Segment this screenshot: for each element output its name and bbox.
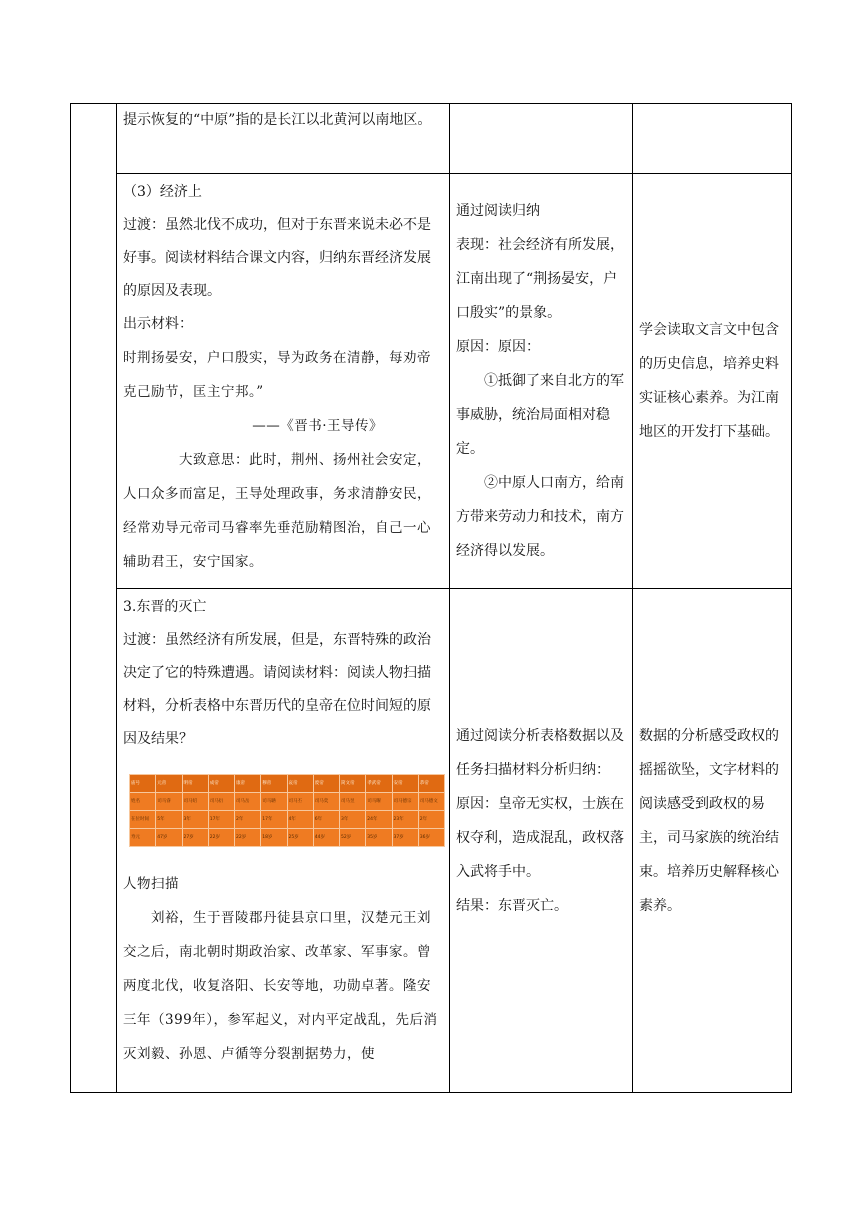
emperor-table-cell: 4年 <box>287 811 313 829</box>
teacher-activity-cell <box>117 589 450 1093</box>
student-method: 通过阅读归纳 <box>456 203 540 219</box>
emperor-table-cell: 司马绍 <box>182 793 208 811</box>
emperor-table-cell: 穆帝 <box>261 775 287 793</box>
scan-text: 刘裕，生于晋陵郡丹徒县京口里，汉楚元王刘交之后，南北朝时期政治家、改革家、军事家。曾两度北伐，收复洛阳、长安等地，功勋卓著。隆安三年（399年），参军起义，对内平定战乱，先后消灭刘毅、孙恩、卢循等分裂割据势力，使 <box>123 910 438 1062</box>
teacher-activity-cell <box>117 104 450 174</box>
design-intent-cell <box>633 589 792 1093</box>
emperor-table-cell: 姓名 <box>130 793 156 811</box>
emperor-table-cell: 17年 <box>261 811 287 829</box>
emperor-table-cell: 司马丕 <box>287 793 313 811</box>
emperor-table-cell: 废帝 <box>313 775 339 793</box>
student-activity-cell <box>450 104 633 174</box>
emperor-table-cell: 17年 <box>208 811 234 829</box>
emperor-table-cell: 司马昱 <box>340 793 366 811</box>
student-activity-cell <box>450 589 633 1093</box>
emperor-table-cell: 寿元 <box>130 829 156 847</box>
emperor-table-cell: 庙号 <box>130 775 156 793</box>
emperor-table-cell: 23年 <box>392 811 418 829</box>
emperor-table-cell: 3年 <box>340 811 366 829</box>
student-method: 通过阅读分析表格数据以及任务扫描材料分析归纳： <box>456 727 624 778</box>
central-plains-note: 提示恢复的“中原”指的是长江以北黄河以南地区。 <box>123 112 432 128</box>
student-reason-label: 原因：原因： <box>456 339 540 355</box>
emperor-table-cell: 5年 <box>156 811 182 829</box>
material-source: ——《晋书·王导传》 <box>252 418 383 434</box>
emperor-table-cell: 27岁 <box>182 829 208 847</box>
emperor-table-cell: 37岁 <box>392 829 418 847</box>
emperor-table-cell: 2年 <box>418 811 444 829</box>
emperor-table-cell: 2年 <box>235 811 261 829</box>
emperor-table-cell: 元帝 <box>156 775 182 793</box>
table-row <box>71 104 792 174</box>
lesson-plan-table <box>70 103 792 1093</box>
emperor-table-row <box>130 811 445 829</box>
emperor-table-cell: 司马聃 <box>261 793 287 811</box>
student-reason-2: ②中原人口南方，给南方带来劳动力和技术，南方经济得以发展。 <box>456 475 624 559</box>
table-row <box>71 589 792 1093</box>
student-performance: 表现：社会经济有所发展，江南出现了“荆扬晏安，户口殷实”的景象。 <box>456 237 624 321</box>
emperor-table-cell: 司马曜 <box>366 793 392 811</box>
emperor-table-cell: 孝武帝 <box>366 775 392 793</box>
section-heading: 3.东晋的灭亡 <box>123 599 207 615</box>
emperor-table-cell: 安帝 <box>392 775 418 793</box>
emperor-table-cell: 24年 <box>366 811 392 829</box>
emperor-table-cell: 44岁 <box>313 829 339 847</box>
emperor-table-cell: 47岁 <box>156 829 182 847</box>
material-label: 出示材料： <box>123 316 193 332</box>
table-row <box>71 174 792 589</box>
emperor-table-cell: 司马睿 <box>156 793 182 811</box>
emperor-table-cell: 22岁 <box>235 829 261 847</box>
emperor-table-cell: 36岁 <box>418 829 444 847</box>
emperor-table-cell: 司马德宗 <box>392 793 418 811</box>
teacher-activity-cell <box>117 174 450 589</box>
emperor-table-cell: 司马奕 <box>313 793 339 811</box>
emperor-table <box>129 774 445 847</box>
material-quote: 时荆扬晏安，户口殷实，导为政务在清静，每劝帝克己励节，匡主宁邦。” <box>123 350 431 400</box>
emperor-table-cell: 哀帝 <box>287 775 313 793</box>
emperor-table-cell: 在位时间 <box>130 811 156 829</box>
stage-column <box>71 104 117 1093</box>
emperor-table-cell: 康帝 <box>235 775 261 793</box>
emperor-table-cell: 3年 <box>182 811 208 829</box>
design-intent-cell <box>633 174 792 589</box>
scan-label: 人物扫描 <box>123 876 179 892</box>
emperor-table-cell: 6年 <box>313 811 339 829</box>
student-reason: 原因：皇帝无实权，士族在权夺利，造成混乱，政权落入武将手中。 <box>456 795 624 880</box>
section-heading: （3）经济上 <box>123 184 202 200</box>
emperor-table-cell: 52岁 <box>340 829 366 847</box>
emperor-table-cell: 简文帝 <box>340 775 366 793</box>
emperor-table-cell: 18岁 <box>261 829 287 847</box>
emperor-table-row <box>130 775 445 793</box>
emperor-table-cell: 25岁 <box>287 829 313 847</box>
student-activity-cell <box>450 174 633 589</box>
transition-text: 过渡：虽然经济有所发展，但是，东晋特殊的政治决定了它的特殊遭遇。请阅读材料：阅读人物扫描材料，分析表格中东晋历代的皇帝在位时间短的原因及结果？ <box>123 632 431 747</box>
emperor-table-cell: 明帝 <box>182 775 208 793</box>
emperor-table-cell: 恭帝 <box>418 775 444 793</box>
emperor-table-cell: 司马德文 <box>418 793 444 811</box>
student-result: 结果：东晋灭亡。 <box>456 897 568 914</box>
design-intent-text: 学会读取文言文中包含的历史信息，培养史料实证核心素养。为江南地区的开发打下基础。 <box>639 322 779 440</box>
design-intent-text: 数据的分析感受政权的摇摇欲坠，文字材料的阅读感受到政权的易主，司马家族的统治结束。培养历史解释核心素养。 <box>639 727 779 914</box>
emperor-table-row <box>130 829 445 847</box>
emperor-table-cell: 司马岳 <box>235 793 261 811</box>
emperor-table-row <box>130 793 445 811</box>
emperor-table-cell: 22岁 <box>208 829 234 847</box>
design-intent-cell <box>633 104 792 174</box>
transition-text: 过渡：虽然北伐不成功，但对于东晋来说未必不是好事。阅读材料结合课文内容，归纳东晋经济发展的原因及表现。 <box>123 217 431 299</box>
student-reason-1: ①抵御了来自北方的军事威胁，统治局面相对稳定。 <box>456 373 624 457</box>
emperor-table-cell: 司马衍 <box>208 793 234 811</box>
emperor-table-cell: 35岁 <box>366 829 392 847</box>
material-meaning: 大致意思：此时，荆州、扬州社会安定，人口众多而富足，王导处理政事，务求清静安民，经常劝导元帝司马睿率先垂范励精图治，自己一心辅助君王，安宁国家。 <box>123 452 431 570</box>
emperor-table-cell: 成帝 <box>208 775 234 793</box>
